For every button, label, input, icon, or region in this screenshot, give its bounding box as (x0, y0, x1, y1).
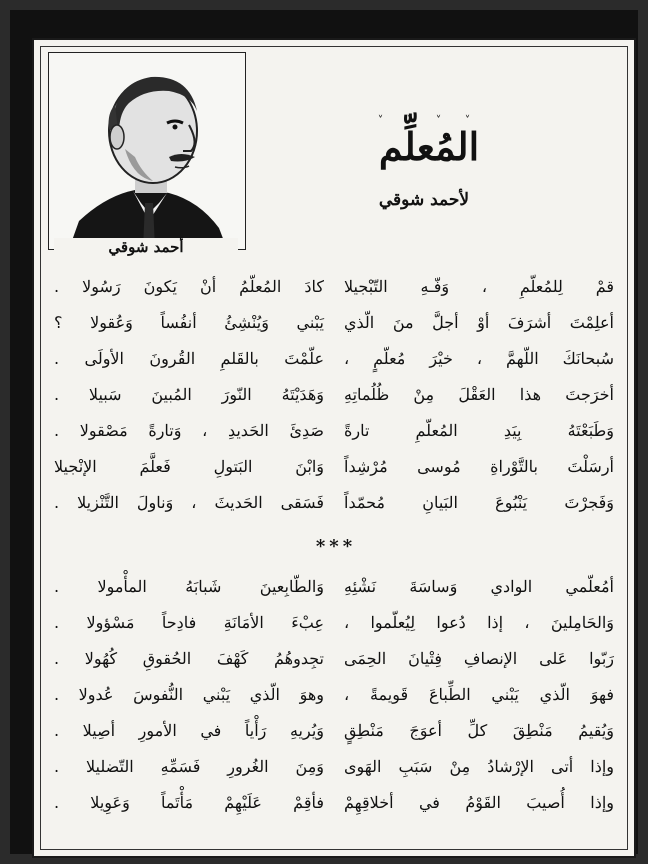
verse-second-hemistich: وَيُريهِ رَأْياً في الأمورِ أصِيلا . (54, 721, 324, 740)
page-frame (10, 10, 638, 854)
verse-line (54, 752, 614, 788)
stanza-1 (54, 272, 614, 524)
verse-line (54, 452, 614, 488)
poem-author: لأحمد شوقي (378, 190, 470, 210)
verse-line (54, 716, 614, 752)
verse-second-hemistich: يَبْني وَيُنْشِئُ أنفُساً وَعُقولا ؟ (54, 313, 324, 332)
verse-line (54, 608, 614, 644)
title-ornament: ˅ ˅ ˅ ˅ (377, 114, 481, 127)
verse-first-hemistich: سُبحانَكَ اللّهمَّ ، خيْرَ مُعلّمٍ ، (344, 349, 614, 368)
verse-line (54, 416, 614, 452)
verse-line (54, 644, 614, 680)
verse-line (54, 680, 614, 716)
verse-first-hemistich: وإذا أتى الإرْشادُ مِنْ سَبَبِ الهَوى (344, 757, 614, 776)
verse-first-hemistich: قمْ لِلمُعلّمِ ، وَفّـهِ التّبْجيلا (344, 277, 614, 296)
verse-first-hemistich: وَفَجرْتَ يَنْبُوعَ البَيانِ مُحمّداً (344, 493, 614, 512)
verse-second-hemistich: وَهَدَيْتَهُ النّورَ المُبينَ سَبيلا . (54, 385, 324, 404)
portrait-caption: أحمد شوقي (54, 238, 238, 260)
verse-first-hemistich: أخرَجتَ هذا العَقْلَ مِنْ ظُلُماتِهِ (344, 385, 614, 404)
verse-second-hemistich: وَالطّابِعينَ شَبابَهُ المأْمولا . (54, 577, 324, 596)
verse-first-hemistich: أمُعلّمي الوادي وَساسَةَ نَشْئِهِ (344, 577, 614, 596)
poem-title: المُعلِّم (378, 124, 480, 169)
verse-second-hemistich: وَمِنَ الغُرورِ فَسَمِّهِ التّضليلا . (54, 757, 324, 776)
verse-first-hemistich: رَبّوا عَلى الإنصافِ فِتْيانَ الحِمَى (344, 649, 614, 668)
verse-line (54, 572, 614, 608)
verse-line (54, 272, 614, 308)
verse-first-hemistich: فهوَ الّذي يَبْني الطِّباعَ قَويمةً ، (344, 685, 614, 704)
verse-second-hemistich: علّمْتَ بالقَلمِ القُرونَ الأولَى . (54, 349, 324, 368)
verse-second-hemistich: وهوَ الّذي يَبْني النُّفوسَ عُدولا . (54, 685, 324, 704)
verse-line (54, 488, 614, 524)
stanza-2 (54, 572, 614, 824)
verse-second-hemistich: فَسَقى الحَديثَ ، وَناولَ التَّنْزيلا . (54, 493, 324, 512)
verse-first-hemistich: أرسَلْتَ بالتَّوْراةِ مُوسى مُرْشِداً (344, 457, 614, 476)
verse-line (54, 344, 614, 380)
verse-first-hemistich: وإذا أُصيبَ القَوْمُ في أخلاقِهِمْ (344, 793, 614, 812)
verse-line (54, 308, 614, 344)
verse-second-hemistich: فأقِمْ عَلَيْهِمْ مَأْتَماً وَعَوِيلا . (54, 793, 324, 812)
verse-second-hemistich: وَابْنَ البَتولِ فَعلَّمَ الإنْجيلا (54, 457, 324, 476)
verse-second-hemistich: كادَ المُعلّمُ أنْ يَكونَ رَسُولا . (54, 277, 324, 296)
verse-second-hemistich: تجِدوهُمُ كَهْفَ الحُقوقِ كُهُولا . (54, 649, 324, 668)
poem-sheet (32, 38, 636, 858)
stanza-separator: *** (315, 536, 357, 557)
verse-first-hemistich: وَطَبَعْتَهُ بِيَدِ المُعلّمِ تارةً (344, 421, 614, 440)
verse-line (54, 380, 614, 416)
verse-second-hemistich: صَدِئَ الحَديدِ ، وَتارةً مَصْقولا . (54, 421, 324, 440)
verse-first-hemistich: أعلِمْتَ أشرَفَ أوْ أجلَّ منَ الّذي (344, 313, 614, 332)
poet-portrait (48, 52, 246, 250)
verse-line (54, 788, 614, 824)
verse-first-hemistich: وَيُقيمُ مَنْطِقَ كلِّ أعوَجَ مَنْطِقٍ (344, 721, 614, 740)
poet-portrait-drawing (49, 53, 245, 249)
verse-second-hemistich: عِبْءَ الأمَانَةِ فادِحاً مَسْؤولا . (54, 613, 324, 632)
verse-first-hemistich: وَالحَامِلينَ ، إذا دُعوا لِيُعلّموا ، (344, 613, 614, 632)
